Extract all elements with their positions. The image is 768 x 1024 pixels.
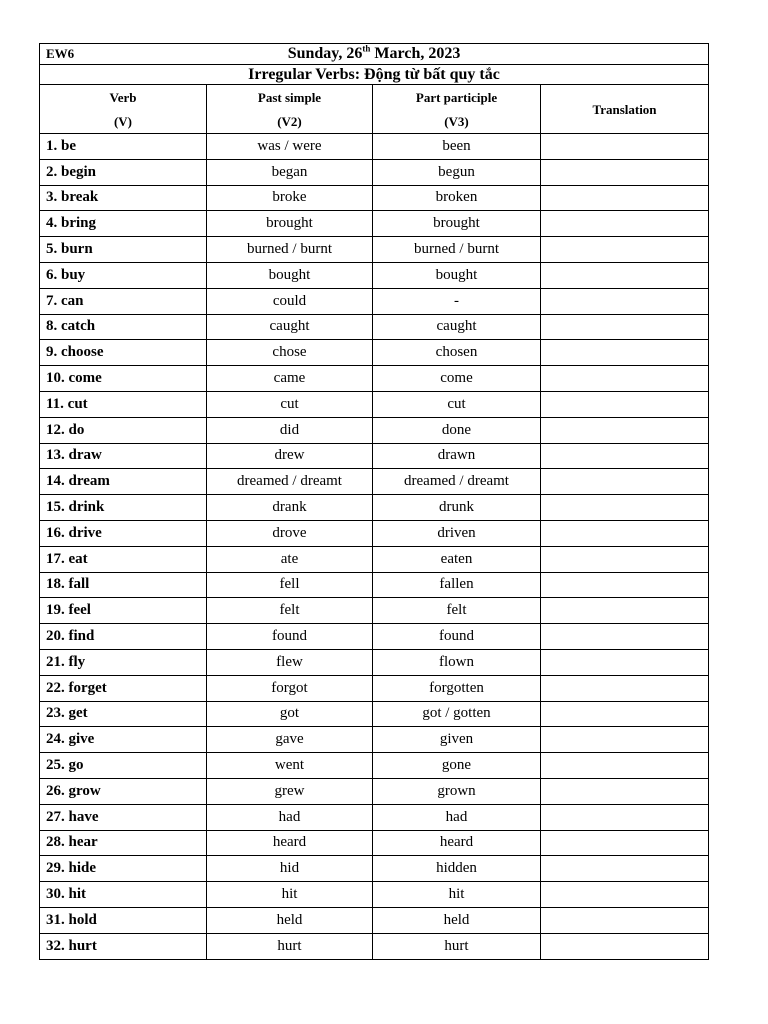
table-row: [40, 882, 709, 908]
class-code: EW6: [46, 46, 75, 61]
past-simple-cell: was / were: [207, 134, 373, 160]
translation-cell[interactable]: [541, 624, 709, 650]
table-row: [40, 624, 709, 650]
verb-cell: 4. bring: [40, 211, 207, 237]
column-header-past-simple: [207, 85, 373, 134]
table-row: [40, 314, 709, 340]
translation-cell[interactable]: [541, 753, 709, 779]
translation-cell[interactable]: [541, 237, 709, 263]
participle-cell: forgotten: [373, 675, 541, 701]
verb-cell: 28. hear: [40, 830, 207, 856]
irregular-verbs-table: [39, 43, 709, 960]
verb-cell: 23. get: [40, 701, 207, 727]
table-row: [40, 391, 709, 417]
past-simple-cell: found: [207, 624, 373, 650]
header-cell: [40, 44, 709, 65]
column-header-label: Translation: [592, 101, 657, 117]
past-simple-cell: did: [207, 417, 373, 443]
participle-cell: cut: [373, 391, 541, 417]
translation-cell[interactable]: [541, 391, 709, 417]
verb-cell: 12. do: [40, 417, 207, 443]
participle-cell: had: [373, 804, 541, 830]
translation-cell[interactable]: [541, 572, 709, 598]
table-row: [40, 933, 709, 959]
translation-cell[interactable]: [541, 649, 709, 675]
participle-cell: hit: [373, 882, 541, 908]
translation-cell[interactable]: [541, 185, 709, 211]
column-header-label: Verb: [109, 89, 137, 105]
verb-cell: 32. hurt: [40, 933, 207, 959]
participle-cell: chosen: [373, 340, 541, 366]
participle-cell: hurt: [373, 933, 541, 959]
table-row: [40, 701, 709, 727]
translation-cell[interactable]: [541, 933, 709, 959]
verb-cell: 10. come: [40, 366, 207, 392]
translation-cell[interactable]: [541, 727, 709, 753]
verb-cell: 11. cut: [40, 391, 207, 417]
participle-cell: flown: [373, 649, 541, 675]
column-header-sublabel: (V2): [277, 113, 302, 129]
column-header-sublabel: (V): [113, 113, 133, 129]
column-header-label: Past simple: [257, 89, 322, 105]
verb-cell: 6. buy: [40, 262, 207, 288]
verb-cell: 3. break: [40, 185, 207, 211]
verb-cell: 20. find: [40, 624, 207, 650]
participle-cell: held: [373, 907, 541, 933]
past-simple-cell: gave: [207, 727, 373, 753]
participle-cell: broken: [373, 185, 541, 211]
verb-cell: 18. fall: [40, 572, 207, 598]
table-row: [40, 443, 709, 469]
past-simple-cell: drew: [207, 443, 373, 469]
participle-cell: got / gotten: [373, 701, 541, 727]
table-row: [40, 753, 709, 779]
table-row: [40, 185, 709, 211]
table-body: [40, 44, 709, 960]
title-row: [40, 44, 709, 65]
verb-cell: 19. feel: [40, 598, 207, 624]
verb-cell: 24. give: [40, 727, 207, 753]
table-row: [40, 469, 709, 495]
participle-cell: fallen: [373, 572, 541, 598]
past-simple-cell: came: [207, 366, 373, 392]
participle-cell: given: [373, 727, 541, 753]
table-row: [40, 675, 709, 701]
table-row: [40, 598, 709, 624]
verb-cell: 26. grow: [40, 778, 207, 804]
translation-cell[interactable]: [541, 417, 709, 443]
verb-cell: 2. begin: [40, 159, 207, 185]
participle-cell: burned / burnt: [373, 237, 541, 263]
participle-cell: brought: [373, 211, 541, 237]
translation-cell[interactable]: [541, 211, 709, 237]
verb-cell: 7. can: [40, 288, 207, 314]
past-simple-cell: could: [207, 288, 373, 314]
participle-cell: felt: [373, 598, 541, 624]
translation-cell[interactable]: [541, 495, 709, 521]
table-row: [40, 546, 709, 572]
verb-cell: 21. fly: [40, 649, 207, 675]
participle-cell: heard: [373, 830, 541, 856]
table-row: [40, 237, 709, 263]
participle-cell: come: [373, 366, 541, 392]
date-heading: [40, 44, 708, 64]
date-rest: March, 2023: [370, 45, 461, 62]
table-row: [40, 366, 709, 392]
translation-cell[interactable]: [541, 134, 709, 160]
table-row: [40, 830, 709, 856]
translation-cell[interactable]: [541, 159, 709, 185]
past-simple-cell: flew: [207, 649, 373, 675]
translation-cell[interactable]: [541, 701, 709, 727]
past-simple-cell: forgot: [207, 675, 373, 701]
column-header-participle: [373, 85, 541, 134]
column-header-verb: [40, 85, 207, 134]
past-simple-cell: felt: [207, 598, 373, 624]
table-row: [40, 907, 709, 933]
verb-cell: 9. choose: [40, 340, 207, 366]
verb-cell: 8. catch: [40, 314, 207, 340]
date-day: Sunday, 26: [287, 45, 363, 62]
participle-cell: -: [373, 288, 541, 314]
participle-cell: grown: [373, 778, 541, 804]
verb-cell: 27. have: [40, 804, 207, 830]
column-header-row: [40, 85, 709, 134]
translation-cell[interactable]: [541, 598, 709, 624]
column-header-sublabel: (V3): [444, 113, 469, 129]
past-simple-cell: went: [207, 753, 373, 779]
table-row: [40, 340, 709, 366]
translation-cell[interactable]: [541, 856, 709, 882]
past-simple-cell: hid: [207, 856, 373, 882]
past-simple-cell: held: [207, 907, 373, 933]
table-row: [40, 417, 709, 443]
column-header-translation: [541, 85, 709, 134]
participle-cell: drawn: [373, 443, 541, 469]
table-row: [40, 856, 709, 882]
past-simple-cell: began: [207, 159, 373, 185]
past-simple-cell: grew: [207, 778, 373, 804]
past-simple-cell: got: [207, 701, 373, 727]
table-row: [40, 134, 709, 160]
translation-cell[interactable]: [541, 830, 709, 856]
table-row: [40, 211, 709, 237]
participle-cell: caught: [373, 314, 541, 340]
translation-cell[interactable]: [541, 366, 709, 392]
verb-cell: 30. hit: [40, 882, 207, 908]
verb-cell: 13. draw: [40, 443, 207, 469]
column-header-label: Part participle: [415, 89, 498, 105]
past-simple-cell: burned / burnt: [207, 237, 373, 263]
past-simple-cell: drank: [207, 495, 373, 521]
page-subtitle: Irregular Verbs: Động từ bất quy tắc: [40, 65, 709, 85]
verb-cell: 16. drive: [40, 520, 207, 546]
verb-cell: 31. hold: [40, 907, 207, 933]
table-row: [40, 649, 709, 675]
verb-cell: 29. hide: [40, 856, 207, 882]
translation-cell[interactable]: [541, 443, 709, 469]
translation-cell[interactable]: [541, 340, 709, 366]
verb-cell: 17. eat: [40, 546, 207, 572]
past-simple-cell: brought: [207, 211, 373, 237]
table-row: [40, 778, 709, 804]
verb-cell: 15. drink: [40, 495, 207, 521]
past-simple-cell: caught: [207, 314, 373, 340]
past-simple-cell: broke: [207, 185, 373, 211]
participle-cell: done: [373, 417, 541, 443]
past-simple-cell: hit: [207, 882, 373, 908]
translation-cell[interactable]: [541, 546, 709, 572]
translation-cell[interactable]: [541, 314, 709, 340]
translation-cell[interactable]: [541, 262, 709, 288]
subtitle-row: [40, 65, 709, 85]
table-row: [40, 572, 709, 598]
participle-cell: been: [373, 134, 541, 160]
past-simple-cell: dreamed / dreamt: [207, 469, 373, 495]
past-simple-cell: chose: [207, 340, 373, 366]
participle-cell: bought: [373, 262, 541, 288]
verb-cell: 14. dream: [40, 469, 207, 495]
table-row: [40, 159, 709, 185]
verb-cell: 25. go: [40, 753, 207, 779]
past-simple-cell: ate: [207, 546, 373, 572]
verb-cell: 22. forget: [40, 675, 207, 701]
translation-cell[interactable]: [541, 882, 709, 908]
date-suffix: th: [362, 43, 371, 54]
participle-cell: driven: [373, 520, 541, 546]
participle-cell: eaten: [373, 546, 541, 572]
translation-cell[interactable]: [541, 778, 709, 804]
participle-cell: gone: [373, 753, 541, 779]
translation-cell[interactable]: [541, 907, 709, 933]
past-simple-cell: drove: [207, 520, 373, 546]
table-row: [40, 495, 709, 521]
translation-cell[interactable]: [541, 469, 709, 495]
participle-cell: found: [373, 624, 541, 650]
past-simple-cell: cut: [207, 391, 373, 417]
translation-cell[interactable]: [541, 288, 709, 314]
past-simple-cell: heard: [207, 830, 373, 856]
past-simple-cell: bought: [207, 262, 373, 288]
verb-cell: 5. burn: [40, 237, 207, 263]
table-row: [40, 727, 709, 753]
past-simple-cell: fell: [207, 572, 373, 598]
translation-cell[interactable]: [541, 804, 709, 830]
participle-cell: dreamed / dreamt: [373, 469, 541, 495]
translation-cell[interactable]: [541, 520, 709, 546]
verb-cell: 1. be: [40, 134, 207, 160]
participle-cell: hidden: [373, 856, 541, 882]
translation-cell[interactable]: [541, 675, 709, 701]
past-simple-cell: hurt: [207, 933, 373, 959]
table-row: [40, 288, 709, 314]
table-row: [40, 262, 709, 288]
table-row: [40, 520, 709, 546]
participle-cell: drunk: [373, 495, 541, 521]
table-row: [40, 804, 709, 830]
participle-cell: begun: [373, 159, 541, 185]
past-simple-cell: had: [207, 804, 373, 830]
